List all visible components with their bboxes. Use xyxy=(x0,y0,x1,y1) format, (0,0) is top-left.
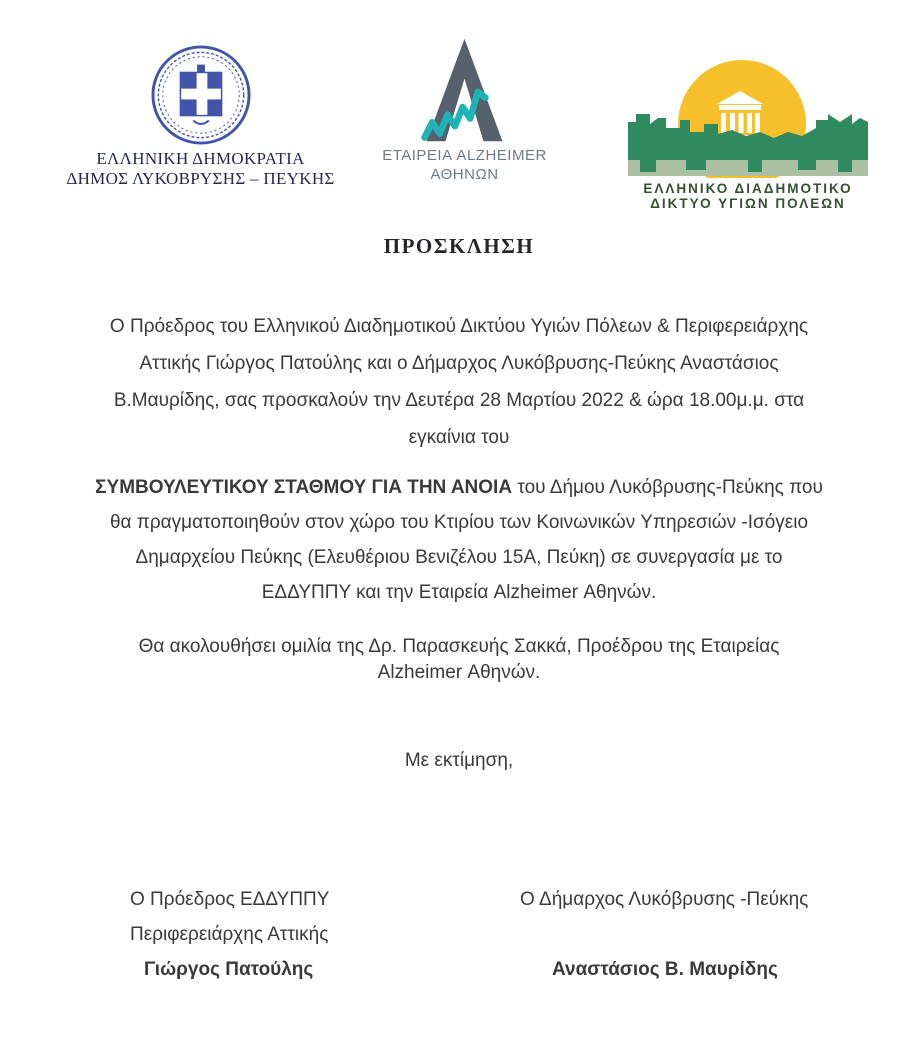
paragraph-event-details xyxy=(0,470,918,610)
body-line: Δημαρχείου Πεύκης (Ελευθέριου Βενιζέλου 15Α, Πεύκη) σε συνεργασία με το xyxy=(135,547,783,568)
body-line xyxy=(0,470,918,505)
signature-title-line: Ο Δήμαρχος Λυκόβρυσης -Πεύκης xyxy=(520,889,809,910)
right-logo-line2: ΔΙΚΤΥΟ ΥΓΙΩΝ ΠΟΛΕΩΝ xyxy=(650,196,846,211)
body-line: ΕΔΔΥΠΠΥ και την Εταιρεία Alzheimer Αθηνών. xyxy=(261,582,657,603)
left-logo-line1: ΕΛΛΗΝΙΚΗ ΔΗΜΟΚΡΑΤΙΑ xyxy=(96,149,305,168)
alzheimer-header-logo xyxy=(382,36,547,184)
signature-title-line: Περιφερειάρχης Αττικής xyxy=(130,924,329,945)
body-line: θα πραγματοποιηθούν στον χώρο του Κτιρίου των Κοινωνικών Υπηρεσιών -Ισόγειο xyxy=(109,512,809,533)
event-name-bold: ΣΥΜΒΟΥΛΕΥΤΙΚΟΥ ΣΤΑΘΜΟΥ ΓΙΑ ΤΗΝ ΑΝΟΙΑ xyxy=(95,477,513,498)
greek-republic-emblem-icon xyxy=(150,44,252,146)
left-logo-line2: ΔΗΜΟΣ ΛΥΚΟΒΡΥΣΗΣ – ΠΕΥΚΗΣ xyxy=(66,169,335,188)
paragraph-speech xyxy=(0,634,918,686)
signature-left xyxy=(130,882,329,987)
municipality-header-logo xyxy=(48,44,353,189)
body-line: Β.Μαυρίδης, σας προσκαλούν την Δευτέρα 28 Μαρτίου 2022 & ώρα 18.00μ.μ. στα xyxy=(113,390,805,411)
signature-title-line: Ο Πρόεδρος ΕΔΔΥΠΠΥ xyxy=(130,889,330,910)
alzheimer-a-icon xyxy=(417,36,512,144)
body-line: Θα ακολουθήσει ομιλία της Δρ. Παρασκευής Σακκά, Προέδρου της Εταιρείας xyxy=(138,636,780,657)
healthy-cities-header-logo xyxy=(628,58,868,211)
body-line: Ο Πρόεδρος του Ελληνικού Διαδημοτικού Δικτύου Υγιών Πόλεων & Περιφερειάρχης xyxy=(109,316,809,337)
center-logo-line2: ΑΘΗΝΩΝ xyxy=(430,166,499,183)
signature-name: Αναστάσιος Β. Μαυρίδης xyxy=(552,959,778,980)
closing-salutation: Με εκτίμηση, xyxy=(404,750,514,771)
body-line: Αττικής Γιώργος Πατούλης και ο Δήμαρχος Λυκόβρυσης-Πεύκης Αναστάσιος xyxy=(139,353,779,374)
document-title: ΠΡΟΣΚΛΗΣΗ xyxy=(383,234,535,258)
body-line-rest: του Δήμου Λυκόβρυσης-Πεύκης που xyxy=(512,477,823,498)
body-line: Alzheimer Αθηνών. xyxy=(377,662,541,683)
signature-right xyxy=(520,882,808,987)
paragraph-intro xyxy=(0,308,918,456)
right-logo-line1: ΕΛΛΗΝΙΚΟ ΔΙΑΔΗΜΟΤΙΚΟ xyxy=(643,181,853,196)
healthy-cities-sun-city-icon xyxy=(628,58,868,178)
body-line: εγκαίνια του xyxy=(408,427,510,448)
signature-name: Γιώργος Πατούλης xyxy=(144,959,314,980)
center-logo-line1: ΕΤΑΙΡΕΙΑ ALZHEIMER xyxy=(382,147,547,164)
